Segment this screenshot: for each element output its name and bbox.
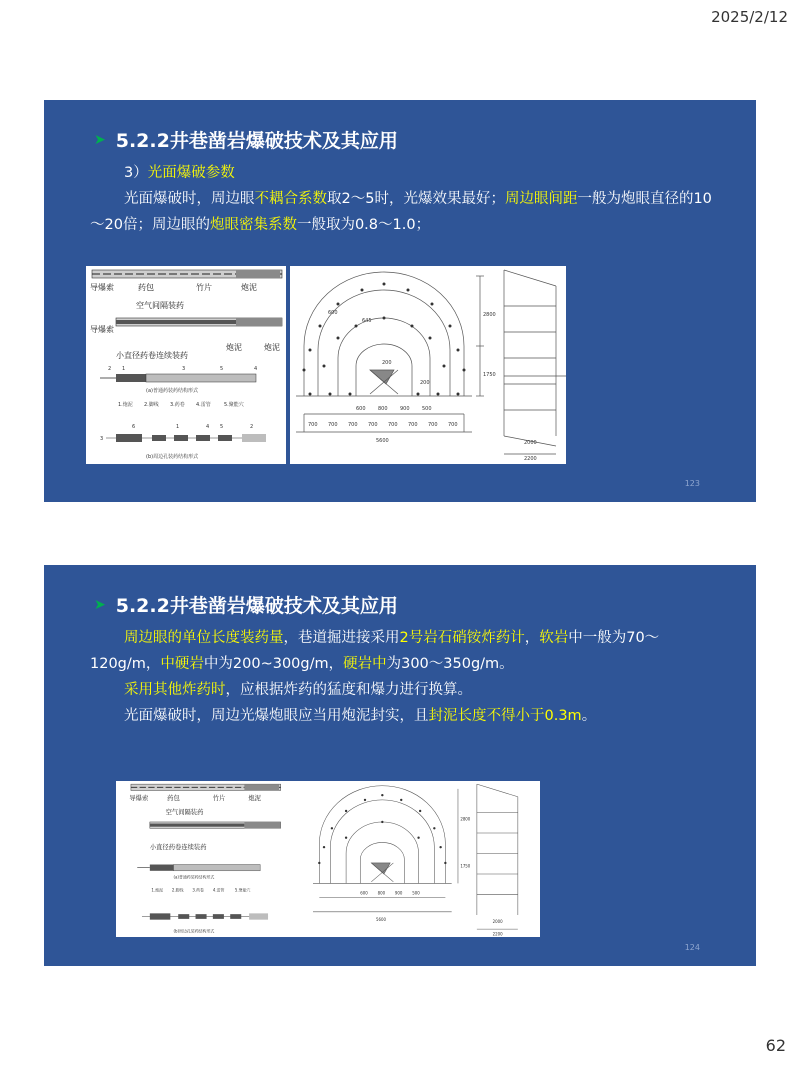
dim: 200 [420, 380, 430, 386]
legend-item: 2.脚线 [144, 402, 159, 408]
dim: 1750 [460, 863, 471, 869]
dim: 200 [382, 360, 392, 366]
label: 导爆索 [90, 283, 114, 292]
blast-hole-layout-figure [290, 266, 566, 464]
slide-number: 124 [684, 943, 700, 952]
dim: 5600 [376, 917, 387, 923]
legend-item: 2.脚线 [171, 887, 184, 893]
dim: 700 [348, 422, 358, 428]
slide-title-row [94, 126, 398, 153]
arrow-bullet-icon: ➤ [94, 131, 106, 148]
charge-structure-figure [116, 781, 294, 937]
text-run: 光面爆破时，周边光爆炮眼应当用炮泥封实，且 [124, 708, 429, 724]
slide-body [90, 625, 716, 729]
text-run: ，巷道掘进接采用 [283, 630, 400, 646]
num: 5 [220, 424, 224, 430]
dim: 700 [448, 422, 458, 428]
caption: (a)普通药装药结构形式 [146, 388, 198, 394]
dim: 900 [394, 890, 403, 896]
slide-number: 123 [684, 479, 700, 488]
dim: 2800 [483, 312, 496, 318]
dim: 800 [378, 406, 388, 412]
legend-item: 4.雷管 [212, 887, 225, 893]
slide-title-row [94, 591, 398, 618]
caption: (b)周边孔装药结构形式 [173, 928, 215, 934]
dim: 600 [328, 310, 338, 316]
num: 6 [132, 424, 136, 430]
dim: 2200 [492, 931, 503, 937]
num: 2 [108, 366, 112, 372]
dim: 700 [388, 422, 398, 428]
page-date: 2025/2/12 [711, 8, 788, 26]
highlight-run: 周边眼间距 [504, 191, 578, 207]
highlight-run: 中硬岩 [160, 656, 204, 672]
dim: 500 [412, 890, 420, 896]
legend-item: 1.炮泥 [118, 402, 133, 408]
caption: 小直径药卷连续装药 [149, 843, 207, 851]
section-heading [90, 160, 716, 186]
dim: 700 [308, 422, 318, 428]
text-run: 。 [581, 708, 597, 724]
dim: 700 [428, 422, 438, 428]
text-run: 为300～350g/m。 [386, 656, 514, 672]
legend-item: 1.炮泥 [151, 887, 164, 893]
highlight-run: 采用其他炸药时 [124, 682, 226, 698]
dim: 600 [356, 406, 366, 412]
legend-item: 3.药卷 [192, 887, 204, 893]
label: 导爆索 [90, 325, 114, 334]
num: 4 [254, 366, 258, 372]
label: 竹片 [212, 794, 226, 802]
caption: (a)普通药装药结构形式 [173, 874, 215, 880]
legend-item: 4.雷管 [196, 402, 211, 408]
num: 2 [250, 424, 254, 430]
label: 炮泥 [241, 283, 257, 292]
caption: (b)周边孔装药结构形式 [146, 454, 199, 460]
num: 3 [100, 436, 104, 442]
dim: 5600 [376, 438, 389, 444]
text-run: 一般取为0.8～1.0； [296, 217, 431, 233]
caption: 小直径药卷连续装药 [116, 351, 188, 360]
paragraph-1 [90, 186, 716, 238]
num: 3 [182, 366, 186, 372]
dim: 645 [362, 318, 372, 324]
paragraph-1 [90, 625, 716, 677]
dim: 2200 [524, 456, 537, 462]
highlight-run: 软岩 [539, 630, 569, 646]
blast-hole-layout-figure [294, 781, 540, 937]
slide-123 [44, 100, 756, 502]
dim: 1750 [483, 372, 496, 378]
section-label: 光面爆破参数 [147, 165, 235, 181]
text-run: ， [524, 630, 540, 646]
slide-body [90, 160, 716, 238]
text-run: 一般为炮眼直径的10～20倍；周边眼的 [90, 191, 712, 233]
label: 药包 [167, 794, 180, 802]
caption: 空气间隔装药 [165, 809, 204, 817]
dim: 900 [400, 406, 410, 412]
legend-item: 3.药卷 [170, 402, 185, 408]
label: 药包 [138, 283, 154, 292]
label: 炮泥 [248, 794, 261, 802]
paragraph-3 [90, 703, 716, 729]
highlight-run: 硬岩中 [343, 656, 387, 672]
legend-item: 5.聚能穴 [234, 887, 251, 893]
arrow-bullet-icon: ➤ [94, 596, 106, 613]
slide-title: 5.2.2井巷凿岩爆破技术及其应用 [115, 595, 398, 617]
text-run: 光面爆破时，周边眼 [124, 191, 255, 207]
paragraph-2 [90, 677, 716, 703]
slide-title: 5.2.2井巷凿岩爆破技术及其应用 [115, 130, 398, 152]
text-run: ，应根据炸药的猛度和爆力进行换算。 [225, 682, 472, 698]
highlight-run: 封泥长度不得小于0.3m [428, 708, 582, 724]
dim: 700 [328, 422, 338, 428]
text-run: 取2～5时，光爆效果最好； [327, 191, 505, 207]
dim: 2800 [460, 816, 471, 822]
text-run: 中一般为70～120g/m， [90, 630, 660, 672]
section-prefix: 3） [124, 165, 148, 181]
caption: 空气间隔装药 [136, 301, 184, 310]
num: 5 [220, 366, 224, 372]
dim: 600 [360, 890, 368, 896]
highlight-run: 2号岩石硝铵炸药计 [399, 630, 525, 646]
charge-structure-figure [86, 266, 286, 464]
dim: 2000 [492, 918, 503, 924]
highlight-run: 不耦合系数 [254, 191, 327, 207]
label: 导爆索 [129, 794, 149, 802]
num: 1 [176, 424, 180, 430]
label: 炮泥 [264, 343, 280, 352]
dim: 2000 [524, 440, 537, 446]
dim: 500 [422, 406, 432, 412]
legend-item: 5.聚能穴 [224, 402, 244, 408]
num: 4 [206, 424, 210, 430]
slide-124 [44, 565, 756, 966]
highlight-run: 炮眼密集系数 [209, 217, 297, 233]
dim: 700 [408, 422, 418, 428]
label: 竹片 [196, 283, 212, 292]
highlight-run: 周边眼的单位长度装药量 [124, 630, 284, 646]
dim: 800 [377, 890, 386, 896]
page-number: 62 [765, 1036, 786, 1055]
label: 炮泥 [226, 343, 242, 352]
text-run: 中为200~300g/m， [203, 656, 344, 672]
dim: 700 [368, 422, 378, 428]
num: 1 [122, 366, 126, 372]
